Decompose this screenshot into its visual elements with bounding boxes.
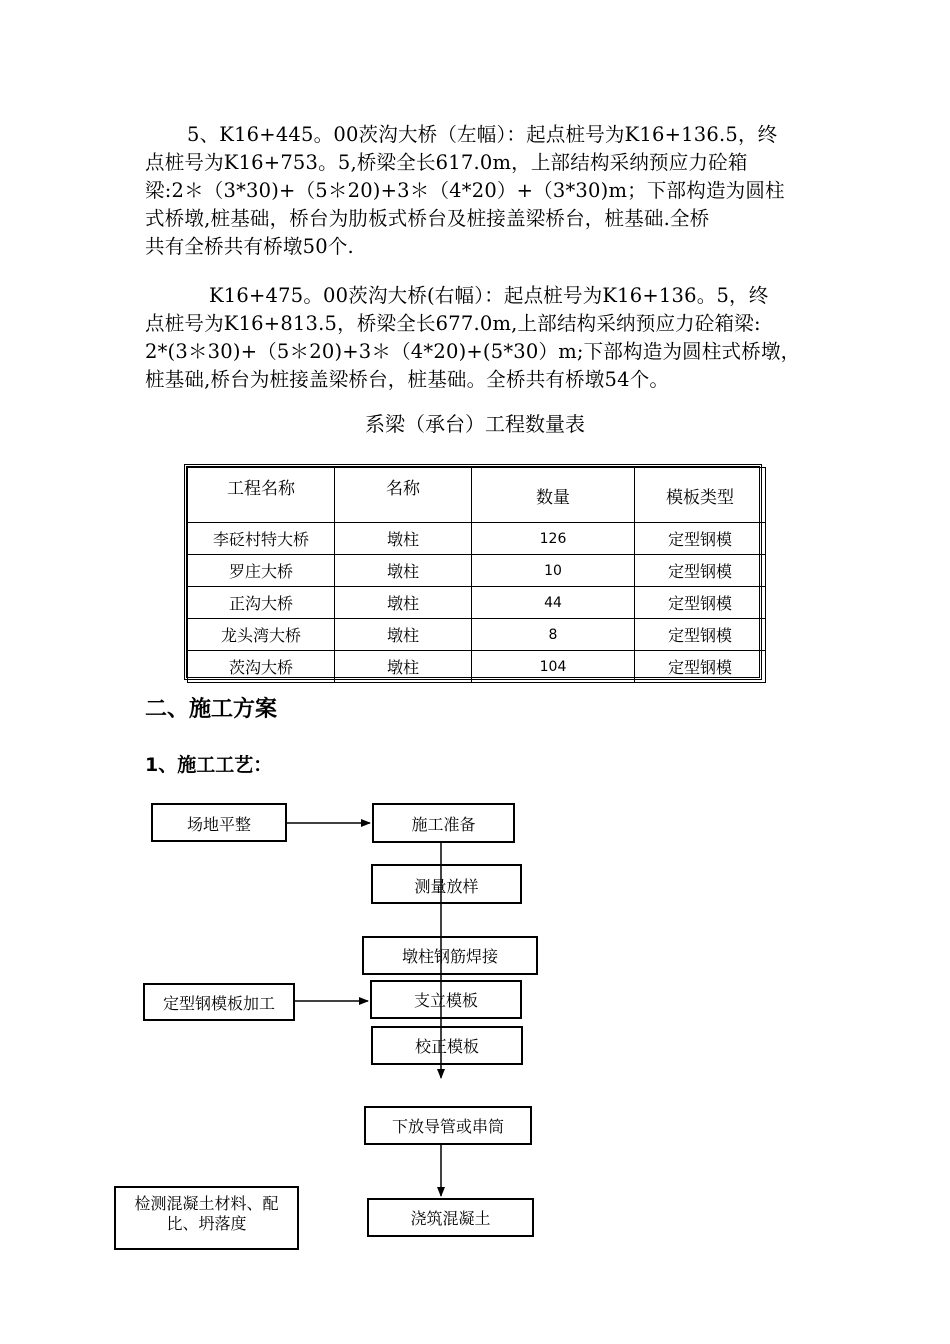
table-cell: 墩柱 [335,619,472,651]
table-cell: 李砭村特大桥 [188,523,335,555]
table-cell: 龙头湾大桥 [188,619,335,651]
flow-box-label: 检测混凝土材料、配 [134,1194,279,1213]
table-cell: 定型钢模 [635,587,766,619]
table-header-cell: 数量 [472,468,635,523]
flow-box-formwork-fab [143,983,295,1021]
flow-box-label: 浇筑混凝土 [410,1209,491,1228]
flow-box-label: 场地平整 [186,815,251,834]
table-cell: 10 [472,555,635,587]
table-cell: 126 [472,523,635,555]
table-header-cell: 工程名称 [188,468,335,523]
table-cell: 墩柱 [335,587,472,619]
table-cell: 墩柱 [335,651,472,683]
table-cell: 定型钢模 [635,523,766,555]
flow-box-rebar-weld [362,936,538,975]
flow-box-concrete-test [114,1186,299,1250]
paragraph-line: 2*(3＊30)+（5＊20)+3＊（4*20)+(5*30）m;下部构造为圆柱式桥墩， [145,340,801,363]
paragraph-line: 共有全桥共有桥墩50个. [145,235,354,258]
paragraph-line: 点桩号为K16+813.5，桥梁全长677.0m,上部结构采纳预应力砼箱梁: [145,312,761,335]
table-header-cell: 模板类型 [635,468,766,523]
flow-box-site-leveling [151,803,287,842]
flow-box-lower-conduit [364,1106,532,1145]
table-cell: 定型钢模 [635,555,766,587]
table-cell: 44 [472,587,635,619]
paragraph-line: 式桥墩,桩基础，桥台为肋板式桥台及桩接盖梁桥台，桩基础.全桥 [145,207,710,230]
paragraph-line: 梁:2＊（3*30)+（5＊20)+3＊（4*20）+（3*30)m；下部构造为圆柱 [145,179,785,202]
table-cell: 104 [472,651,635,683]
paragraph-line: K16+475。00茨沟大桥(右幅）：起点桩号为K16+136。5，终 [209,284,769,307]
table-title: 系梁（承台）工程数量表 [365,412,585,436]
flow-box-label: 比、坍落度 [166,1214,247,1233]
flow-box-label: 定型钢模板加工 [162,994,275,1013]
flow-box-label: 施工准备 [411,815,476,834]
subsection-heading: 1、施工工艺： [145,754,273,776]
flow-box-pour-concrete [367,1198,534,1237]
flow-box-label: 支立模板 [413,991,478,1010]
flow-box-prep [372,803,515,843]
flow-box-label: 墩柱钢筋焊接 [401,947,498,966]
table-cell: 8 [472,619,635,651]
flow-box-correct-formwork [371,1026,523,1065]
paragraph-line: 5、K16+445。00茨沟大桥（左幅）：起点桩号为K16+136.5，终 [187,123,778,146]
table-cell: 墩柱 [335,523,472,555]
table-cell: 正沟大桥 [188,587,335,619]
table-cell: 茨沟大桥 [188,651,335,683]
section-heading: 二、施工方案 [145,697,278,722]
flow-box-label: 下放导管或串筒 [391,1117,504,1136]
flow-box-label: 测量放样 [414,877,479,896]
table-cell: 定型钢模 [635,651,766,683]
table-cell: 定型钢模 [635,619,766,651]
flow-box-survey [371,864,522,904]
paragraph-line: 桩基础,桥台为桩接盖梁桥台，桩基础。全桥共有桥墩54个。 [145,368,670,391]
flow-box-erect-formwork [370,980,522,1019]
table-cell: 罗庄大桥 [188,555,335,587]
flow-box-label: 校正模板 [414,1037,479,1056]
table-cell: 墩柱 [335,555,472,587]
paragraph-line: 点桩号为K16+753。5,桥梁全长617.0m，上部结构采纳预应力砼箱 [145,151,748,174]
table-header-cell: 名称 [335,468,472,523]
